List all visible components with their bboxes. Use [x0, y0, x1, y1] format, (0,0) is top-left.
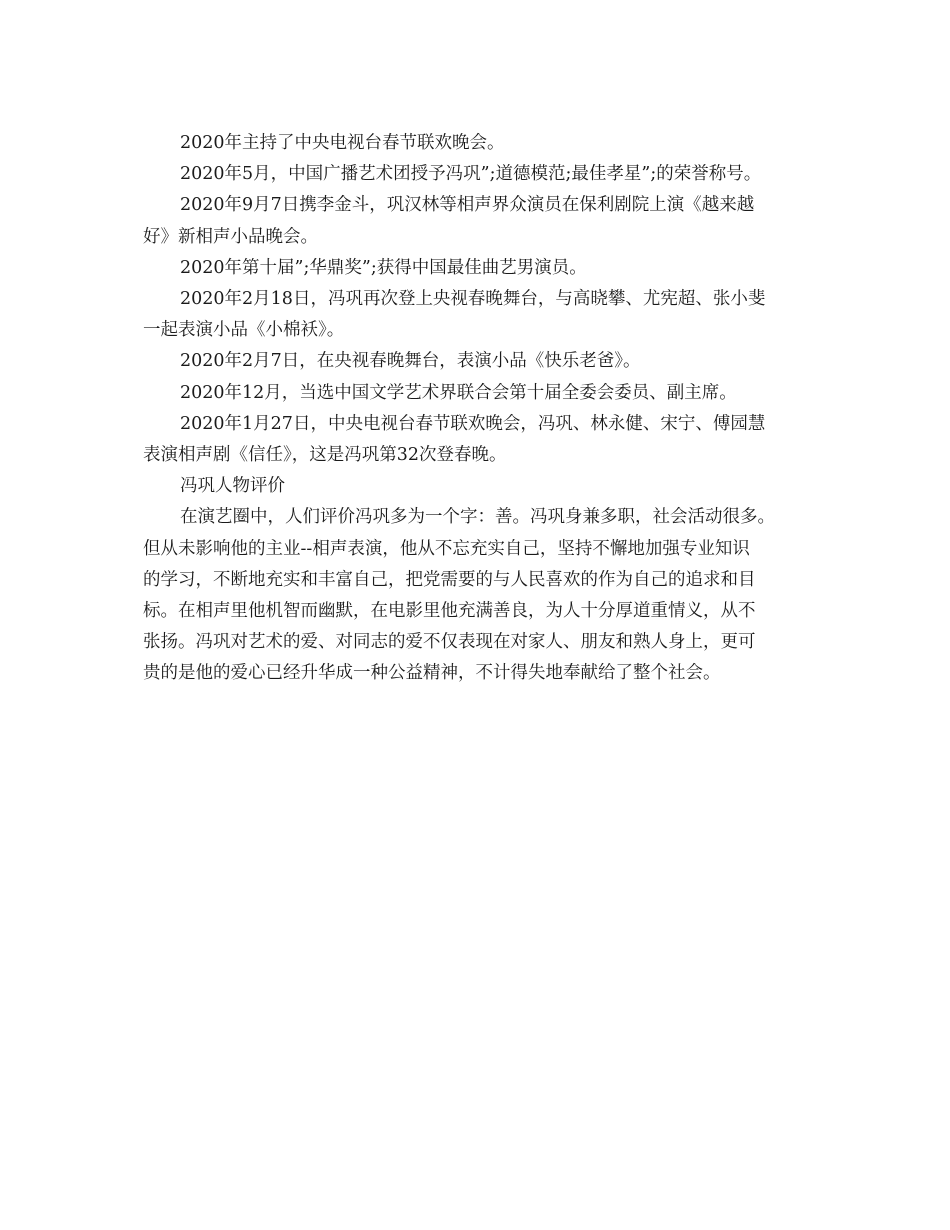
paragraph-5 — [143, 284, 823, 346]
paragraph-line: 贵的是他的爱心已经升华成一种公益精神，不计得失地奉献给了整个社会。 — [143, 663, 721, 684]
paragraph-line: 在演艺圈中，人们评价冯巩多为一个字：善。冯巩身兼多职，社会活动很多。 — [180, 507, 775, 528]
paragraph-line: 2020年9月7日携李金斗，巩汉林等相声界众演员在保利剧院上演《越来越 — [180, 195, 755, 216]
paragraph-line: 但从未影响他的主业--相声表演，他从不忘充实自己，坚持不懈地加强专业知识 — [143, 538, 750, 559]
document-body — [143, 128, 823, 690]
paragraph-line: 表演相声剧《信任》，这是冯巩第32次登春晚。 — [143, 445, 507, 466]
section-heading — [143, 471, 823, 502]
paragraph-evaluation — [143, 502, 823, 689]
paragraph-4 — [143, 253, 823, 284]
paragraph-line: 2020年12月，当选中国文学艺术界联合会第十届全委会委员、副主席。 — [180, 382, 737, 403]
paragraph-line: 一起表演小品《小棉袄》。 — [143, 320, 345, 341]
paragraph-line: 的学习，不断地充实和丰富自己，把党需要的与人民喜欢的作为自己的追求和目 — [143, 569, 756, 590]
paragraph-1 — [143, 128, 823, 159]
paragraph-line: 2020年第十届”;华鼎奖”;获得中国最佳曲艺男演员。 — [180, 257, 587, 278]
paragraph-line: 好》新相声小品晚会。 — [143, 226, 318, 247]
paragraph-line: 2020年5月，中国广播艺术团授予冯巩”;道德模范;最佳孝星”;的荣誉称号。 — [180, 164, 762, 185]
paragraph-line: 2020年1月27日，中央电视台春节联欢晚会，冯巩、林永健、宋宁、傅园慧 — [180, 413, 766, 434]
paragraph-3 — [143, 190, 823, 252]
paragraph-line: 2020年主持了中央电视台春节联欢晚会。 — [180, 133, 505, 153]
paragraph-line: 2020年2月7日，在央视春晚舞台，表演小品《快乐老爸》。 — [180, 351, 641, 372]
section-heading-text: 冯巩人物评价 — [180, 476, 285, 497]
paragraph-7 — [143, 378, 823, 409]
paragraph-8 — [143, 409, 823, 471]
paragraph-line: 张扬。冯巩对艺术的爱、对同志的爱不仅表现在对家人、朋友和熟人身上，更可 — [143, 632, 756, 653]
paragraph-line: 2020年2月18日，冯巩再次登上央视春晚舞台，与高晓攀、尤宪超、张小斐 — [180, 289, 766, 310]
paragraph-line: 标。在相声里他机智而幽默，在电影里他充满善良，为人十分厚道重情义，从不 — [143, 601, 756, 622]
paragraph-2 — [143, 159, 823, 190]
paragraph-6 — [143, 346, 823, 377]
